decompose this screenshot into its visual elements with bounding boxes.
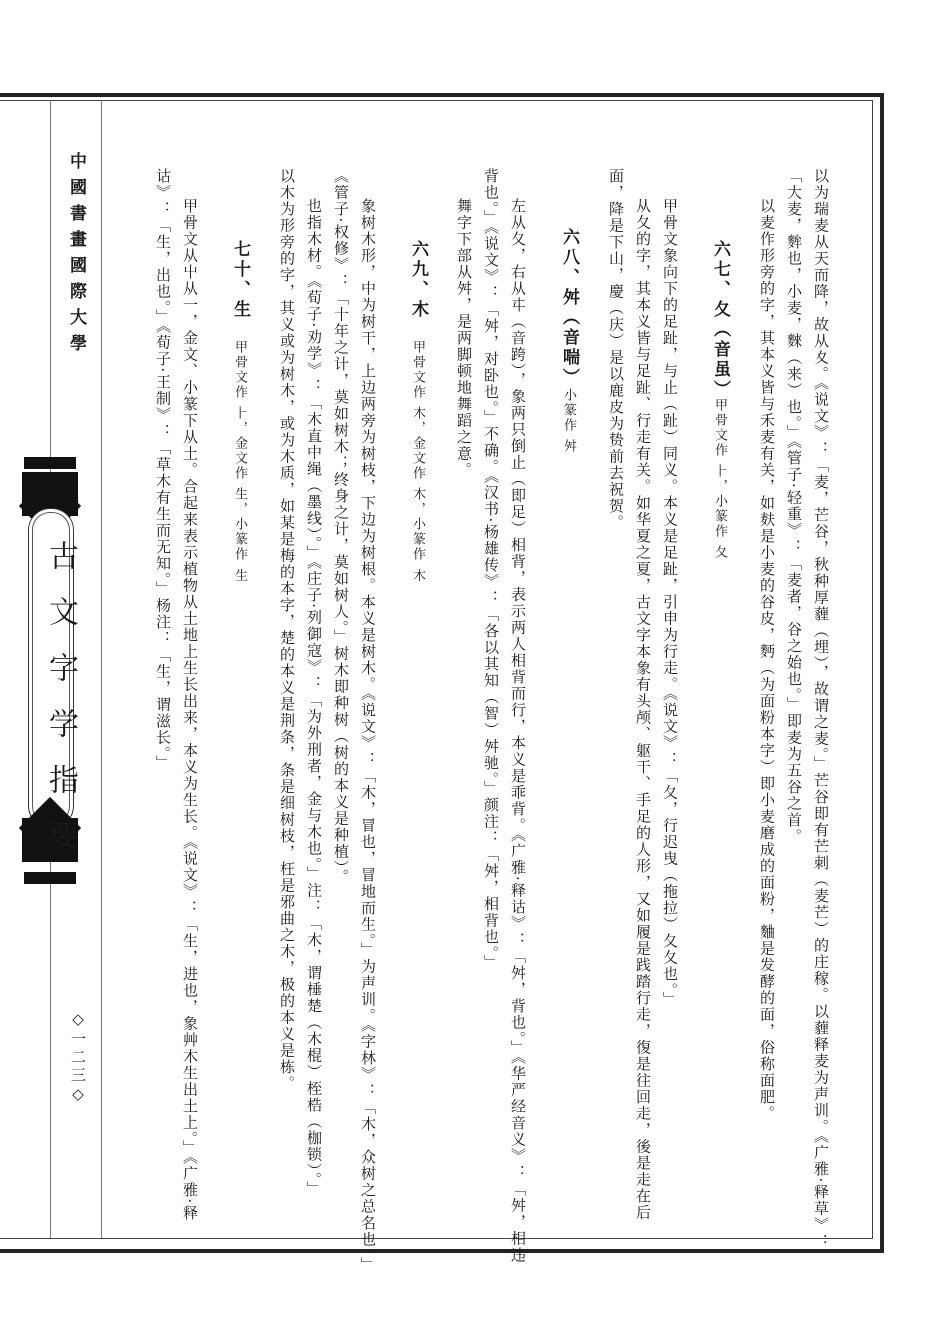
text-column: 甲骨文象向下的足趾，与止（趾）同义。本义是足趾，引申为行走。《说文》：「夂，行迟曳（拖拉）夂夂也。」 bbox=[661, 198, 679, 1008]
university-name: 中國書畫國際大學 bbox=[66, 152, 86, 360]
text-column: 诂》：「生，出也。」《荀子·王制》：「草木有生而无知。」杨注：「生，谓滋长。」 bbox=[154, 168, 172, 772]
section-heading: 六七、夂（音虽） bbox=[710, 240, 730, 400]
text-column: 象树木形，中为树干，上边两旁为树枝，下边为树根。本义是树木。《说文》：「木，冒也，冒地而生。」为声训。《字林》：「木，众树之总名也。」 bbox=[359, 198, 377, 1274]
ornament-band-top bbox=[24, 457, 76, 469]
text-column: 左从夂，右从㐄（音跨），象两只倒止（即足）相背，表示两人相背而行，本义是乖背。《广雅·释诂》：「舛，背也。」《华严经音义》：「舛，相违 bbox=[509, 198, 527, 1264]
script-forms: 甲骨文作 ⽊，金文作 木，小篆作 木 bbox=[410, 340, 425, 584]
text-column: 也指木材。《荀子·劝学》：「木直中绳（墨线）。」《庄子·列御寇》：「为外刑者，金与木也。」注：「木，谓棰楚（木棍）桎梏（枷锁）。」 bbox=[305, 198, 323, 1198]
page-frame-inner bbox=[0, 100, 873, 1239]
script-forms: 小篆作 舛 bbox=[561, 388, 576, 455]
section-heading: 七十、生 bbox=[230, 240, 250, 320]
section-heading: 六九、木 bbox=[408, 240, 428, 320]
text-column: 以为瑞麦从天而降，故从夊。《说文》：「麦，芒谷，秋种厚薶（埋），故谓之麦。」芒谷即有芒刺（麦芒）的庄稼。以薶释麦为声训。《广雅·释草》： bbox=[812, 168, 830, 1250]
text-column: 舞字下部从舛，是两脚顿地舞蹈之意。 bbox=[455, 198, 473, 479]
section-heading: 六八、舛（音喘） bbox=[559, 228, 579, 388]
script-forms: 甲骨文作 ⺊，小篆作 夂 bbox=[712, 398, 727, 561]
script-forms: 甲骨文作 ⺊，金文作 生，小篆作 生 bbox=[232, 340, 247, 584]
sidebar-rule-right bbox=[101, 100, 102, 1238]
text-column: 面，降是下山，慶（庆）是以鹿皮为贽前去祝贺。 bbox=[607, 168, 625, 531]
text-column: 以麦作形旁的字，其本义皆与禾麦有关，如麸是小麦的谷皮，麪（为面粉本字）即小麦磨成的面粉，麯是发酵的面，俗称面肥。 bbox=[758, 198, 776, 1122]
text-column: 《管子·权修》：「十年之计，莫如树木；终身之计，莫如树人。」树木即种树（树的本义是种植）。 bbox=[332, 168, 350, 886]
text-column: 从夂的字，其本义皆与足趾、行走有关。如华夏之夏，古文字本象有头颅、躯干、手足的人形，又如履是践踏行走，復是往回走，後是走在后 bbox=[634, 198, 652, 1221]
text-column: 以木为形旁的字，其义或为树木，或为木质，如某是梅的本字，楚的本义是荆条，条是细树枝，枉是邪曲之木，极的本义是栋。 bbox=[278, 168, 296, 1092]
page-number: ◇一二三◇ bbox=[69, 1010, 87, 1106]
text-column: 甲骨文从屮从一，金文、小篆下从土。合起来表示植物从土地上生长出来，本义为生长。《说文》：「生，进也，象艸木生出土上。」《广雅·释 bbox=[181, 198, 199, 1222]
text-column: 「大麦，麰也，小麦，麳（来）也。」《管子·轻重》：「麦者，谷之始也。」即麦为五谷之首。 bbox=[785, 168, 803, 845]
text-column: 背也。」《说文》：「舛，对卧也。」不确。《汉书·杨雄传》：「各以其知（智）舛驰。」颜注：「舛，相背也。」 bbox=[482, 168, 500, 971]
book-title: 古文字学指要 bbox=[43, 540, 78, 876]
